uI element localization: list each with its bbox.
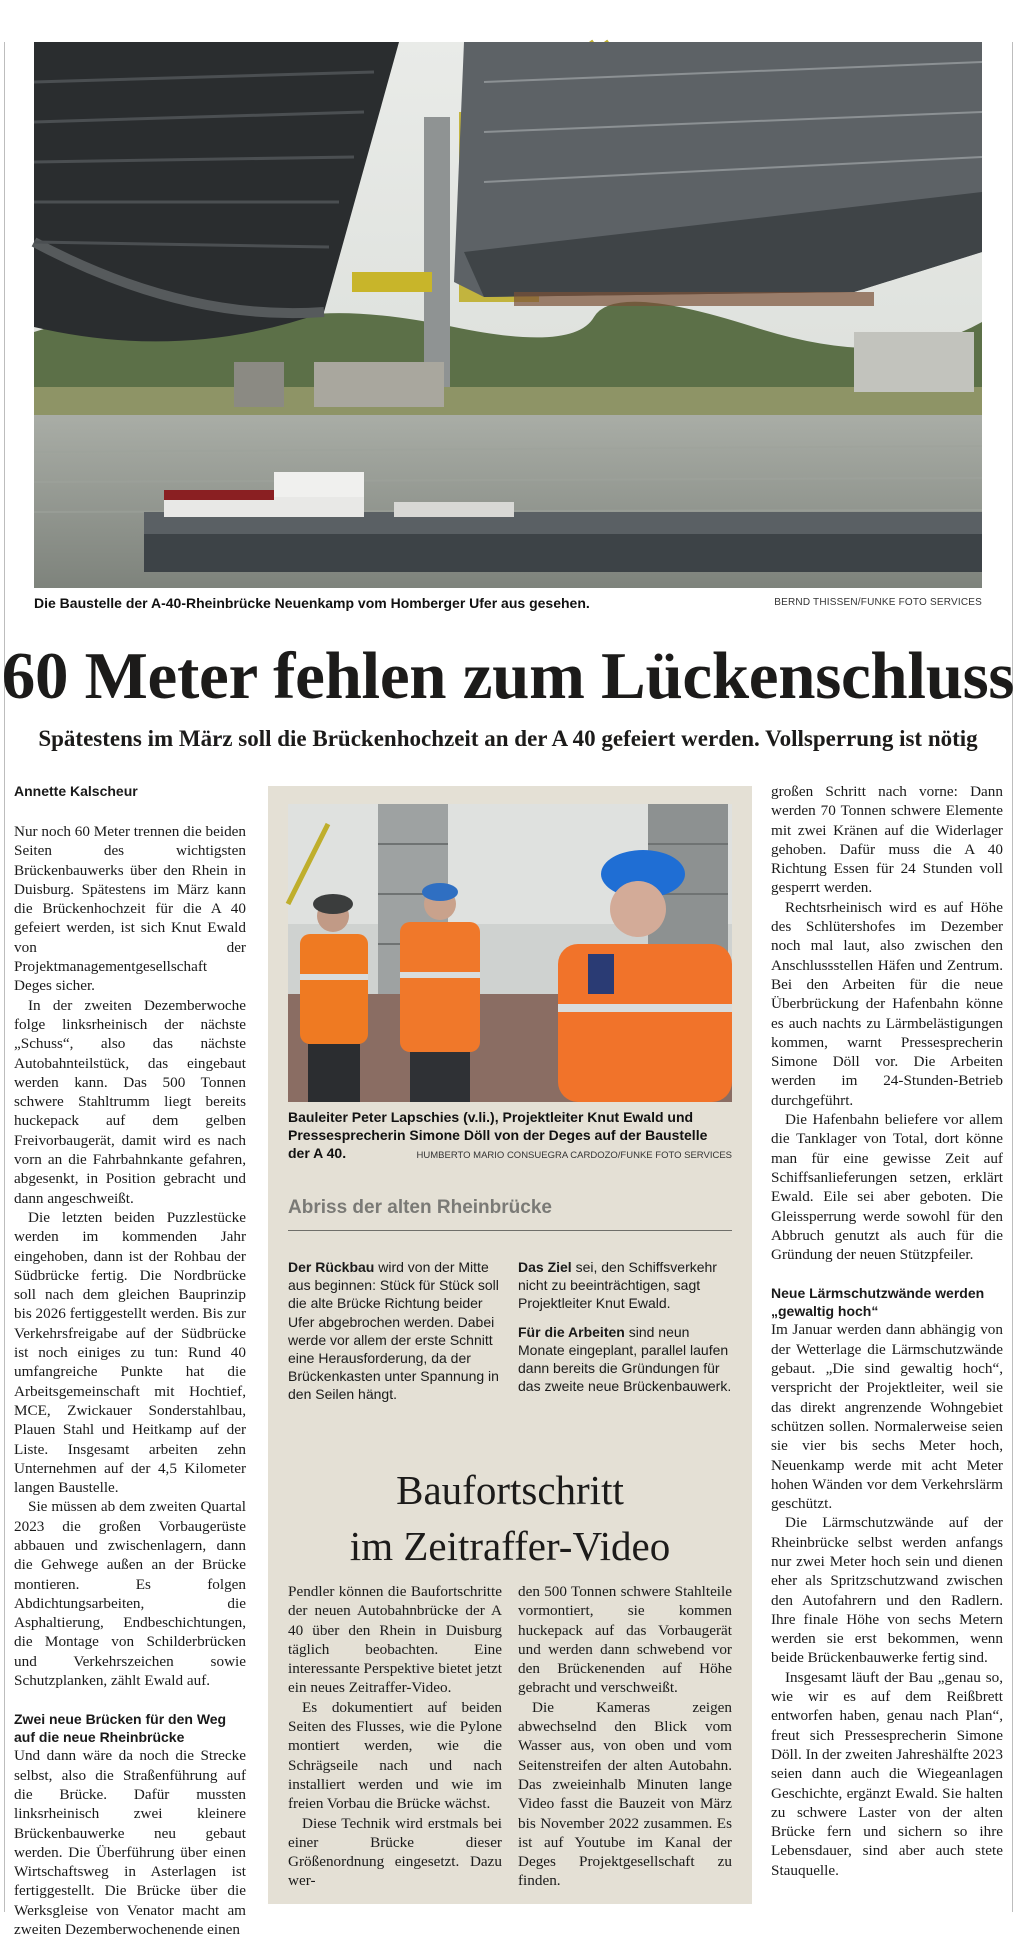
box-title: Baufortschritt im Zeitraffer-Video	[349, 1467, 671, 1569]
box-text-column-right	[518, 1582, 732, 1891]
paragraph: Sie müssen ab dem zweiten Quartal 2023 die großen Vorbaugerüste abbauen und zwischenlagern, dann die Gehwege außen an der Brücke montieren. Es folgen Abdichtungsarbeiten, die Asphaltierung, Endbeschichtungen, die Montage von Schilderbrücken und Verkehrszeichen sowie Schutzplanken, zählt Ewald auf.	[14, 1498, 246, 1690]
hero-caption: Die Baustelle der A-40-Rheinbrücke Neuenkamp vom Homberger Ufer aus gesehen.	[34, 595, 590, 611]
paragraph: Und dann wäre da noch die Strecke selbst, also die Straßenführung auf die Brücke. Dafür mussten linksrheinisch zwei kleinere Brückenbauwerke neu gebaut werden. Die Überführung über einen Wirtschaftsweg in Asterlagen ist fertiggestellt. Die Brücke über die Werksgleise von Venator macht am zweiten Dezemberwochenende einen	[14, 1747, 246, 1939]
team-photo-caption: Bauleiter Peter Lapschies (v.li.), Projektleiter Knut Ewald und Pressesprecherin Simone Döll von der Deges auf der Baustelle der A 40.	[288, 1109, 708, 1161]
lead-in: Der Rückbau	[288, 1259, 375, 1275]
paragraph: Im Januar werden dann abhängig von der Wetterlage die Lärmschutzwände gebaut. „Die sind gewaltig hoch“, verspricht der Projektleiter, weil sie das direkt angrenzende Wohngebiet schützen sollen. Normalerweise seien sie vier bis sechs Meter hoch, Neuenkamp werde mit acht Meter hohen Wänden vor dem Verkehrslärm geschützt.	[771, 1321, 1003, 1513]
paragraph: Die Lärmschutzwände auf der Rheinbrücke selbst werden anfangs nur zwei Meter hoch sein und dienen eher als Spritzschutzwand zwischen den Autofahrern und den Radlern. Ihre finale Höhe von sechs Metern werden sie erst bekommen, wenn beide Brückenbauwerke fertig sind.	[771, 1514, 1003, 1667]
team-photo-credit: HUMBERTO MARIO CONSUEGRA CARDOZO/FUNKE FOTO SERVICES	[416, 1150, 732, 1161]
box-section-heading: Abriss der alten Rheinbrücke	[288, 1196, 732, 1231]
box-text-column-left	[288, 1582, 502, 1891]
paragraph: Die letzten beiden Puzzlestücke werden im kommenden Jahr eingehoben, dann ist der Rohbau der Südbrücke fertig. Die Nordbrücke soll nach dem gleichen Bauprinzip bis 2026 fertiggestellt werden. Bis zur Verkehrsfreigabe auf der Südbrücke ist noch einiges zu tun: Rund 40 umfangreiche Punkte hat die Arbeitsgemeinschaft mit Hochtief, MCE, Zwickauer Sonderstahlbau, Plauen Stahl und Heitkamp auf der Liste. Insgesamt arbeiten zehn Unternehmen auf der 4,5 Kilometer langen Baustelle.	[14, 1208, 246, 1497]
page-border-left	[4, 42, 5, 1912]
paragraph: Die Hafenbahn beliefere vor allem die Tanklager von Total, dort könne man für eine gewisse Zeit auf Schiffsanlieferungen setzen, erklärt Ewald. Eile sei aber geboten. Die Gleissperrung werde sowohl für den Abbruch genutzt als auch für die Gründung der neuen Stützpfeiler.	[771, 1111, 1003, 1264]
lead-in: Für die Arbeiten	[518, 1323, 625, 1340]
author-byline: Annette Kalscheur	[14, 783, 138, 799]
section-subheading: Zwei neue Brücken für den Weg auf die neue Rheinbrücke	[14, 1711, 227, 1746]
box-column-right	[518, 1258, 732, 1405]
paragraph: Diese Technik wird erstmals bei einer Brücke dieser Größenordnung eingesetzt. Dazu wer-	[288, 1814, 502, 1890]
hero-photo-credit: BERND THISSEN/FUNKE FOTO SERVICES	[774, 597, 982, 608]
article-column-left	[14, 782, 246, 1939]
paragraph: In der zweiten Dezemberwoche folge linksrheinisch der nächste „Schuss“, also das nächste Autobahnteilstück, das eingebaut werden kann. Das 500 Tonnen schwere Stahltrumm liegt bereits huckepack auf dem gelben Freivorbaugerät, damit wird es nach vorn an die Fahrbahnkante gefahren, abgesenkt, in Position gebracht und dann angeschweißt.	[14, 996, 246, 1207]
section-subheading: Neue Lärmschutzwände werden „gewaltig hoch“	[771, 1285, 985, 1320]
box-paragraph: Der Rückbau wird von der Mitte aus beginnen: Stück für Stück soll die alte Brücke Richtung beider Ufer abgebrochen werden. Dabei werde vor allem der erste Schnitt eine Herausforderung, da der Brückenkasten unter Spannung in den Seilen hängt.	[288, 1259, 499, 1403]
article-column-right	[771, 782, 1003, 1880]
headline: 60 Meter fehlen zum Lückenschluss	[1, 639, 1015, 713]
paragraph: Die Kameras zeigen abwechselnd den Blick vom Wasser aus, von oben und vom Seitenstreifen der alten Autobahn. Das zweieinhalb Minuten lange Video fasst die Bauzeit von März bis November 2022 zusammen. Es ist auf Youtube im Kanal der Deges Projektgesellschaft zu finden.	[518, 1698, 732, 1890]
paragraph: Es dokumentiert auf beiden Seiten des Flusses, wie die Pylone montiert werden, wie die Schrägseile nach und nach installiert werden und wie im freien Vorbau die Brücke wächst.	[288, 1698, 502, 1813]
lead-in: Das Ziel	[518, 1259, 572, 1275]
paragraph: Insgesamt läuft der Bau „genau so, wie wir es auf dem Reißbrett entworfen haben, genau nach Plan“, freut sich Pressesprecherin Simone Döll. In der zweiten Jahreshälfte 2023 seien dann auch die Wiegeanlagen Geschichte, ergänzt Ewald. Sie halten zu schwere Laster von der alten Brücke fern und sichern so ihre Lebensdauer, sind aber auch stete Stauquelle.	[771, 1668, 1003, 1879]
box-paragraph: Für die Arbeiten sind neun Monate eingeplant, parallel laufen dann bereits die Gründungen für das zweite neue Brückenbauwerk.	[518, 1323, 732, 1395]
box-column-left	[288, 1258, 502, 1414]
page-border-right	[1012, 42, 1013, 1912]
paragraph: Pendler können die Baufortschritte der neuen Autobahnbrücke der A 40 über den Rhein in Duisburg täglich beobachten. Eine interessante Perspektive bietet jetzt ein neues Zeitraffer-Video.	[288, 1583, 502, 1697]
paragraph: Rechtsrheinisch wird es auf Höhe des Schlütershofes im Dezember noch mal laut, also zwischen den Anschlussstellen Häfen und Zentrum. Bei den Arbeiten für die neue Überbrückung der Hafenbahn könne es auch nachts zu Lärmbelästigungen kommen, warnt Pressesprecherin Simone Döll vor. Die Arbeiten werden im 24-Stunden-Betrieb durchgeführt.	[771, 898, 1003, 1109]
paragraph: großen Schritt nach vorne: Dann werden 70 Tonnen schwere Elemente mit zwei Kränen auf die Widerlager gehoben. Dafür muss die A 40 Richtung Essen für 24 Stunden voll gesperrt werden.	[771, 783, 1003, 897]
paragraph: den 500 Tonnen schwere Stahlteile vormontiert, sie kommen huckepack auf das Vorbaugerät und werden dann schwebend vor den Brückenenden auf Höhe gebracht und verschweißt.	[518, 1583, 732, 1697]
subheadline: Spätestens im März soll die Brückenhochzeit an der A 40 gefeiert werden. Vollsperrung ist nötig	[38, 726, 978, 751]
hero-photo	[34, 42, 982, 588]
paragraph: Nur noch 60 Meter trennen die beiden Seiten des wichtigsten Brückenbauwerks über den Rhein in Duisburg. Spätestens im März kann die Brückenhochzeit für die A 40 gefeiert werden, ist sich Knut Ewald von der Projektmanagementgesellschaft Deges sicher.	[14, 823, 246, 995]
info-box	[268, 786, 752, 1904]
box-paragraph: Das Ziel sei, den Schiffsverkehr nicht zu beeinträchtigen, sagt Projektleiter Knut Ewald.	[518, 1259, 717, 1312]
team-photo	[288, 804, 732, 1102]
